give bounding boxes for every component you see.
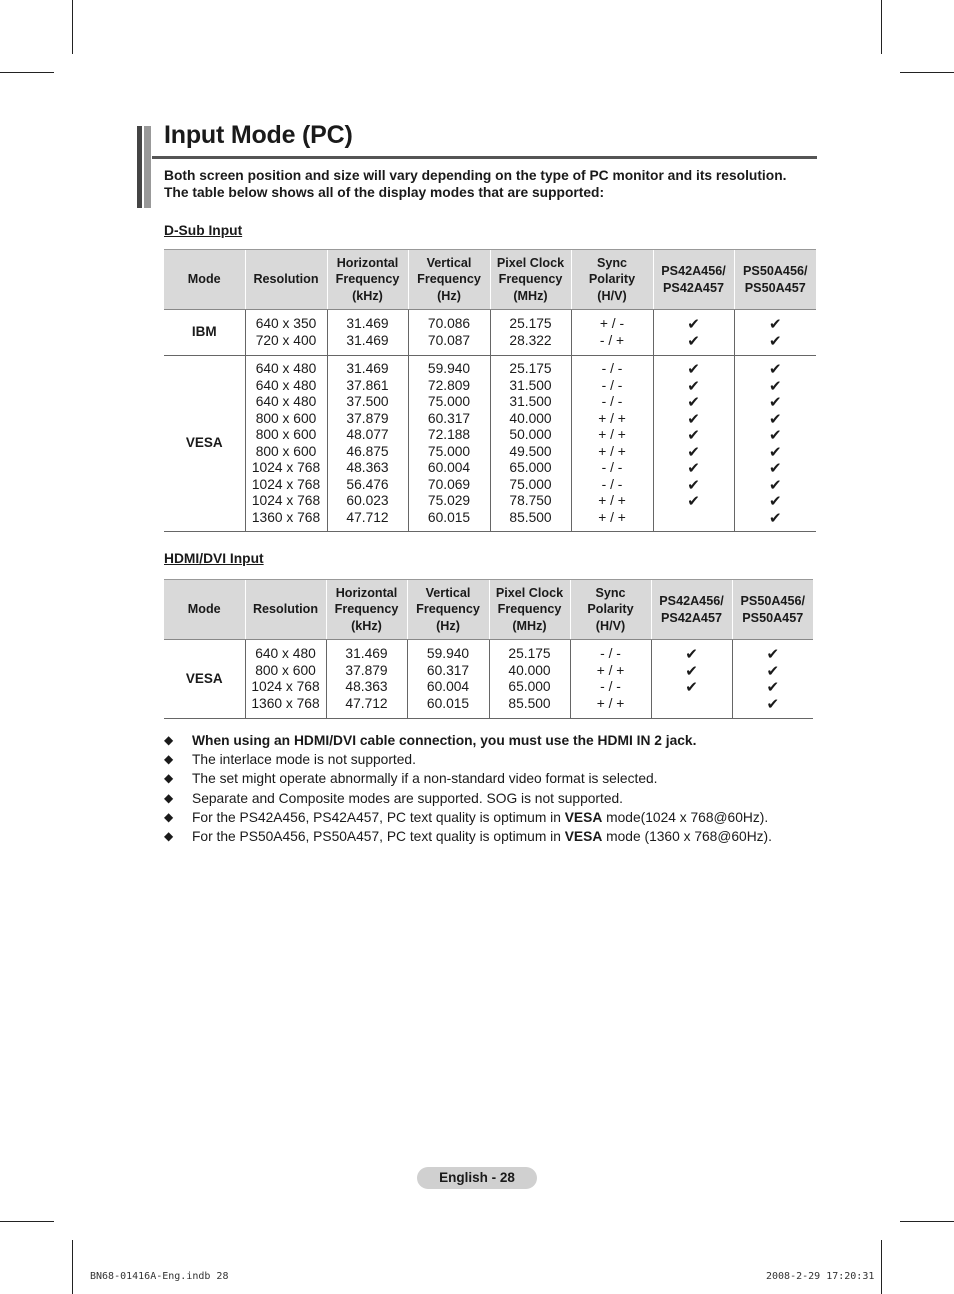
note-text-part: For the PS42A456, PS42A457, PC text quality is optimum in [192,809,565,825]
cell-value: - / + [599,332,625,348]
supported-check-icon: ✔ [687,360,700,378]
supported-check-icon: ✔ [768,360,782,378]
hfreq-cell [327,310,408,356]
model-a-cell [653,356,734,532]
cell-value: 70.087 [427,332,471,348]
pclock-header [489,580,570,640]
supported-check-icon: ✔ [687,315,700,333]
header-text: (kHz) [352,288,383,303]
pclock-cell [489,640,570,719]
cell-value: 50.000 [509,427,552,442]
cell-value: 56.476 [346,476,389,492]
print-slug-left: BN68-01416A-Eng.indb 28 [90,1271,229,1282]
model-b-cell [734,356,816,532]
sync-header [570,580,651,640]
crop-mark [72,1240,73,1294]
header-text: Resolution [253,272,319,287]
note-text [192,752,416,767]
resolution-cell [245,310,327,356]
note-text-part: Separate and Composite modes are supported. SOG is not supported. [192,790,624,806]
supported-check-icon: ✔ [768,508,782,527]
cell-value: 25.175 [509,316,552,331]
cell-value: 1360 x 768 [251,695,320,711]
title-accent-bar [144,126,151,208]
cell-value: 60.023 [346,493,389,508]
sync-cell [570,640,651,719]
cell-value: 31.469 [346,316,389,331]
resolution-cell [245,640,326,719]
header-text: Frequency [334,602,399,617]
resolution-header [245,250,327,310]
supported-check-icon: ✔ [687,409,700,428]
table-header-row [164,580,813,640]
supported-check-icon: ✔ [687,492,700,510]
model-b-header [734,250,816,310]
note-text [192,829,772,844]
supported-check-icon: ✔ [766,645,780,663]
cell-value: 60.015 [426,695,470,711]
diamond-bullet-icon: ◆ [164,790,174,805]
pclock-cell [490,356,571,532]
cell-value: 60.004 [427,460,471,475]
cell-value: 1024 x 768 [251,476,321,492]
intro-text [164,167,824,201]
header-text: (Hz) [436,618,460,633]
cell-value: 640 x 480 [255,361,317,376]
cell-value: 48.077 [346,427,389,442]
cell-value: 59.940 [427,361,471,376]
model-a-header [653,250,734,310]
mode-cell: VESA [164,640,245,719]
header-text: PS50A457 [744,280,806,295]
note-item [164,750,844,769]
supported-check-icon: ✔ [687,426,700,444]
diamond-bullet-icon: ◆ [164,828,174,843]
cell-value: 60.317 [426,662,470,678]
cell-value: 800 x 600 [255,410,317,426]
hfreq-cell [327,356,408,532]
crop-mark [881,0,882,54]
cell-value: 75.029 [427,493,471,508]
cell-value: 37.879 [346,410,389,426]
title-underline [152,156,817,159]
cell-value: - / - [600,679,621,694]
supported-check-icon: ✔ [687,376,700,395]
note-item [164,789,844,808]
cell-value: + / + [598,443,626,459]
mode-header [164,250,245,310]
cell-value: - / - [600,646,621,661]
vfreq-cell [407,640,489,719]
cell-value: 65.000 [509,460,552,475]
cell-value: - / - [601,460,623,475]
cell-value: 800 x 600 [255,443,317,459]
model-a-header [651,580,732,640]
vfreq-cell [408,310,490,356]
cell-value: 46.875 [346,443,389,459]
header-text: Vertical [425,585,471,600]
cell-value: + / + [598,493,626,508]
supported-check-icon: ✔ [685,645,698,663]
note-item [164,769,844,788]
cell-value: 31.469 [345,646,388,661]
supported-check-icon: ✔ [768,376,782,395]
supported-check-icon: ✔ [687,393,700,411]
cell-value: 75.000 [427,394,471,409]
supported-check-icon: ✔ [687,331,700,350]
header-text: (Hz) [437,288,461,303]
header-text: Polarity [587,602,634,617]
hfreq-cell [326,640,407,719]
supported-check-icon: ✔ [768,475,782,494]
model-a-cell [653,310,734,356]
header-text: (H/V) [595,618,626,633]
diamond-bullet-icon: ◆ [164,809,174,824]
note-text [192,733,696,748]
header-text: Pixel Clock [495,585,564,600]
dsub-modes-table [164,249,816,532]
header-text: Polarity [588,272,636,287]
model-a-cell [651,640,732,719]
supported-check-icon: ✔ [768,459,782,477]
note-text-part: When using an HDMI/DVI cable connection, you must use the HDMI IN 2 jack. [192,733,697,748]
header-text: (MHz) [513,288,548,303]
cell-value: 75.000 [427,443,471,459]
note-text-part: For the PS50A456, PS50A457, PC text quality is optimum in [192,828,565,844]
header-text: PS50A456/ [743,264,808,278]
cell-value: 25.175 [508,646,551,661]
note-text [192,771,658,786]
cell-value: 640 x 480 [255,646,316,661]
header-text: Horizontal [336,255,399,270]
vfreq-header [407,580,489,640]
cell-value: 640 x 480 [255,394,317,409]
cell-value: 72.188 [427,427,471,442]
cell-value: 31.500 [509,394,552,409]
cell-value: 75.000 [509,476,552,492]
hfreq-header [326,580,407,640]
vfreq-cell [408,356,490,532]
cell-value: - / - [601,476,623,492]
mode-cell: VESA [164,356,245,532]
header-text: (H/V) [597,288,627,303]
supported-check-icon: ✔ [685,661,698,680]
header-text: Resolution [252,602,319,617]
supported-check-icon: ✔ [685,678,698,696]
note-text-part: The interlace mode is not supported. [192,752,416,768]
supported-check-icon: ✔ [687,442,700,461]
cell-value: 85.500 [509,509,552,525]
header-text: Mode [187,602,221,617]
cell-value: 85.500 [508,695,551,711]
header-text: Mode [187,272,221,287]
table-header-row [164,250,816,310]
cell-value: 640 x 350 [255,316,317,331]
crop-mark [900,1221,954,1222]
header-text: PS50A457 [742,610,804,625]
resolution-header [245,580,326,640]
header-text: Frequency [498,272,563,287]
sync-cell [571,356,653,532]
cell-value: 800 x 600 [255,427,317,442]
vfreq-header [408,250,490,310]
crop-mark [881,1240,882,1294]
cell-value: 59.940 [426,646,470,661]
cell-value: 47.712 [345,695,388,711]
header-text: (MHz) [512,618,547,633]
header-text: PS42A456/ [659,594,724,608]
header-text: Frequency [417,272,481,287]
supported-check-icon: ✔ [768,492,782,510]
note-text-part: The set might operate abnormally if a non-standard video format is selected. [192,771,658,787]
title-accent-bar [137,126,142,208]
crop-mark [0,1221,54,1222]
hdmi-modes-table [164,579,813,719]
header-text: PS42A457 [663,280,724,295]
supported-check-icon: ✔ [687,475,700,494]
note-text [192,791,623,806]
cell-value: 78.750 [509,493,552,508]
header-text: Sync [596,255,628,270]
note-item [164,827,844,846]
supported-check-icon: ✔ [768,442,782,461]
supported-check-icon: ✔ [768,393,782,411]
resolution-cell [245,356,327,532]
cell-value: 37.500 [346,394,389,409]
cell-value: + / + [598,410,626,426]
cell-value: + / + [598,509,626,525]
cell-value: 25.175 [509,361,552,376]
note-text-part: mode(1024 x 768@60Hz). [602,809,769,825]
model-b-cell [734,310,816,356]
note-text-part: VESA [564,828,603,844]
supported-check-icon: ✔ [766,678,780,696]
note-text [192,810,768,825]
dsub-input-heading: D-Sub Input [164,223,243,238]
cell-value: 31.469 [346,361,389,376]
header-text: (kHz) [351,618,382,633]
hfreq-header [327,250,408,310]
cell-value: 60.015 [427,509,471,525]
header-text: PS42A457 [661,610,722,625]
cell-value: - / - [601,394,623,409]
cell-value: - / - [601,361,623,376]
cell-value: 37.879 [345,662,388,678]
diamond-bullet-icon: ◆ [164,733,174,747]
cell-value: 40.000 [508,662,551,678]
header-text: PS50A456/ [740,594,805,608]
diamond-bullet-icon: ◆ [164,771,174,786]
mode-header [164,580,245,640]
supported-check-icon: ✔ [766,661,780,680]
cell-value: 47.712 [346,509,389,525]
note-text-part: mode (1360 x 768@60Hz). [602,828,772,844]
supported-check-icon: ✔ [766,694,780,713]
cell-value: 31.469 [346,332,389,348]
header-text: Frequency [497,602,562,617]
crop-mark [0,72,54,73]
cell-value: 70.069 [427,476,471,492]
header-text: Sync [595,585,626,600]
cell-value: 720 x 400 [255,332,317,348]
cell-value: 70.086 [427,316,471,331]
cell-value: + / + [596,695,625,711]
cell-value: 60.317 [427,410,471,426]
cell-value: 65.000 [508,679,551,694]
supported-check-icon: ✔ [687,459,700,477]
table-row [164,310,816,356]
supported-check-icon: ✔ [768,315,782,333]
pclock-header [490,250,571,310]
page-title: Input Mode (PC) [164,121,353,149]
model-b-header [732,580,813,640]
crop-mark [72,0,73,54]
supported-check-icon: ✔ [768,426,782,444]
crop-mark [900,72,954,73]
sync-header [571,250,653,310]
page-number: English - 28 [417,1167,537,1189]
cell-value: 40.000 [509,410,552,426]
cell-value: 48.363 [345,679,388,694]
header-text: Frequency [416,602,480,617]
cell-value: 60.004 [426,679,470,694]
note-item [164,808,844,827]
cell-value: 49.500 [509,443,552,459]
hdmi-input-heading: HDMI/DVI Input [164,551,264,566]
pclock-cell [490,310,571,356]
cell-value: 1360 x 768 [251,509,321,525]
cell-value: 37.861 [346,377,389,393]
supported-check-icon: ✔ [768,409,782,428]
supported-check-icon: ✔ [768,331,782,350]
cell-value: 48.363 [346,460,389,475]
intro-line: Both screen position and size will vary depending on the type of PC monitor and its resolution. [164,168,787,183]
print-slug-right: 2008-2-29 17:20:31 [766,1271,875,1282]
header-text: Vertical [426,255,472,270]
table-row [164,356,816,532]
model-b-cell [732,640,813,719]
cell-value: + / + [596,662,625,678]
notes-list [164,731,844,846]
cell-value: - / - [601,377,623,393]
cell-value: 1024 x 768 [251,679,320,694]
header-text: Frequency [335,272,400,287]
cell-value: 640 x 480 [255,377,317,393]
diamond-bullet-icon: ◆ [164,752,174,767]
cell-value: + / + [598,427,626,442]
note-text-part: VESA [564,809,603,825]
mode-cell: IBM [164,310,245,356]
header-text: Pixel Clock [496,255,565,270]
intro-line: The table below shows all of the display modes that are supported: [164,185,605,200]
header-text: Horizontal [335,585,398,600]
cell-value: 1024 x 768 [251,460,321,475]
cell-value: 1024 x 768 [251,493,321,508]
cell-value: 72.809 [427,377,471,393]
cell-value: + / - [599,316,625,331]
note-item [164,731,844,750]
cell-value: 800 x 600 [255,662,316,678]
sync-cell [571,310,653,356]
header-text: PS42A456/ [661,264,726,278]
cell-value: 31.500 [509,377,552,393]
cell-value: 28.322 [509,332,552,348]
table-row [164,640,813,719]
